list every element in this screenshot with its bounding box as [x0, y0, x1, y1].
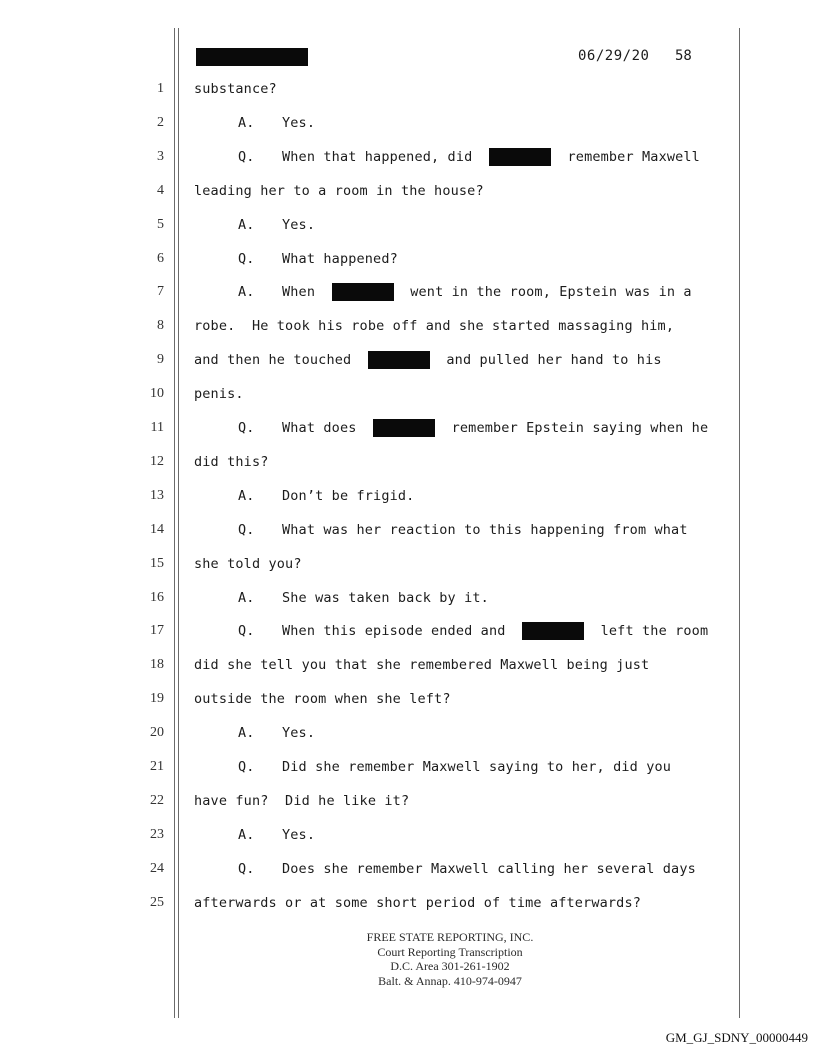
- line-number: 11: [150, 420, 164, 435]
- transcript-line: [0, 250, 816, 284]
- text-segment: substance?: [194, 81, 277, 97]
- line-text: [238, 521, 688, 539]
- text-segment: When that happened, did: [282, 148, 473, 165]
- text-segment: penis.: [194, 386, 244, 403]
- line-text: [238, 826, 315, 844]
- speaker-label: Q.: [238, 250, 255, 267]
- line-text: [194, 690, 451, 708]
- text-segment: outside the room when she left?: [194, 691, 451, 708]
- line-number: 13: [150, 487, 164, 503]
- line-number: 3: [157, 148, 164, 164]
- footer-company: FREE STATE REPORTING, INC.: [366, 930, 534, 944]
- transcript-line: [0, 826, 816, 860]
- speaker-label: Q.: [238, 759, 255, 775]
- speaker-label: A.: [238, 284, 255, 301]
- transcript-line: [0, 589, 816, 623]
- transcript-line: [0, 690, 816, 724]
- speaker-label: Q.: [238, 420, 255, 436]
- line-text: [238, 860, 696, 878]
- transcript-line: [0, 758, 816, 792]
- transcript-line: [0, 860, 816, 894]
- transcript-line: [0, 419, 816, 453]
- text-segment: did this?: [194, 453, 269, 470]
- text-segment: Yes.: [282, 114, 316, 131]
- line-number: 18: [150, 657, 164, 673]
- transcript-line: [0, 724, 816, 758]
- line-text: [238, 250, 398, 268]
- text-segment: and pulled her hand to his: [446, 352, 662, 369]
- line-number: 16: [150, 589, 164, 605]
- text-segment: When this episode ended and: [282, 623, 506, 640]
- line-text: [194, 453, 269, 471]
- transcript-line: [0, 182, 816, 216]
- redaction-box: [373, 419, 435, 437]
- bates-number: GM_GJ_SDNY_00000449: [665, 1030, 808, 1045]
- text-segment: Does she remember Maxwell calling her several days: [282, 860, 696, 877]
- line-number: 1: [157, 81, 164, 96]
- redaction-box: [332, 283, 394, 301]
- line-text: [194, 792, 409, 810]
- line-text: [238, 758, 671, 776]
- text-segment: What happened?: [282, 250, 398, 267]
- line-number: 22: [150, 792, 164, 808]
- transcript-line: [0, 385, 816, 419]
- text-segment: went in the room, Epstein was in a: [410, 284, 692, 301]
- transcript-line: [0, 216, 816, 250]
- text-segment: Yes.: [282, 826, 316, 843]
- text-segment: leading her to a room in the house?: [194, 182, 484, 199]
- redaction-box: [368, 351, 430, 369]
- text-segment: have fun? Did he like it?: [194, 792, 410, 809]
- transcript-line: [0, 894, 816, 928]
- footer-phone-dc: D.C. Area 301-261-1902: [390, 959, 510, 973]
- transcript-line: [0, 351, 816, 385]
- redaction-box: [196, 48, 308, 66]
- line-number: 8: [157, 318, 164, 334]
- footer-service: Court Reporting Transcription: [377, 944, 523, 959]
- text-segment: left the room: [600, 623, 709, 640]
- line-text: [194, 894, 641, 912]
- speaker-label: A.: [238, 487, 255, 504]
- text-segment: remember Epstein saying when he: [451, 420, 709, 436]
- speaker-label: Q.: [238, 521, 255, 538]
- line-text: [194, 656, 649, 674]
- line-text: [194, 351, 662, 369]
- text-segment: and then he touched: [194, 352, 352, 369]
- line-number: 25: [150, 894, 164, 910]
- redaction-box: [489, 148, 551, 166]
- text-segment: Yes.: [282, 216, 316, 233]
- line-text: [194, 80, 277, 98]
- text-segment: When: [282, 284, 316, 301]
- transcript-line: [0, 114, 816, 148]
- text-segment: Yes.: [282, 725, 316, 742]
- line-number: 23: [150, 826, 164, 842]
- speaker-label: A.: [238, 725, 255, 742]
- speaker-label: A.: [238, 216, 255, 233]
- line-text: [238, 148, 700, 166]
- line-number: 14: [150, 521, 164, 537]
- text-segment: She was taken back by it.: [282, 589, 489, 606]
- speaker-label: A.: [238, 826, 255, 843]
- line-number: 21: [150, 759, 164, 774]
- text-segment: afterwards or at some short period of time afterwards?: [194, 894, 641, 911]
- speaker-label: Q.: [238, 623, 255, 640]
- transcript-line: [0, 317, 816, 351]
- speaker-label: Q.: [238, 860, 255, 877]
- transcript-line: [0, 487, 816, 521]
- transcript-line: [0, 656, 816, 690]
- text-segment: robe. He took his robe off and she started massaging him,: [194, 318, 675, 335]
- line-text: [194, 182, 484, 200]
- line-number: 24: [150, 860, 164, 876]
- transcript-line: [0, 453, 816, 487]
- speaker-label: Q.: [238, 148, 255, 165]
- transcript-line: [0, 521, 816, 555]
- text-segment: Don’t be frigid.: [282, 487, 415, 504]
- transcript-line: [0, 80, 816, 114]
- speaker-label: A.: [238, 114, 255, 131]
- line-number: 7: [157, 284, 164, 300]
- line-number: 12: [150, 453, 164, 469]
- text-segment: did she tell you that she remembered Maxwell being just: [194, 657, 650, 674]
- line-text: [238, 216, 315, 234]
- line-number: 4: [157, 182, 164, 198]
- line-number: 17: [150, 623, 164, 639]
- line-text: [238, 724, 315, 742]
- line-number: 2: [157, 114, 164, 130]
- line-number: 10: [150, 386, 164, 402]
- line-text: [238, 419, 708, 437]
- speaker-label: A.: [238, 589, 255, 606]
- line-number: 19: [150, 691, 164, 707]
- line-text: [238, 622, 708, 640]
- transcript-line: [0, 555, 816, 589]
- line-text: [194, 317, 674, 335]
- line-text: [194, 385, 244, 403]
- text-segment: What does: [282, 420, 357, 436]
- line-number: 20: [150, 725, 164, 741]
- transcript-line: [0, 622, 816, 656]
- header-date: 06/29/20: [578, 48, 650, 64]
- transcript-line: [0, 792, 816, 826]
- page-header: [196, 48, 716, 70]
- transcript-line: [0, 148, 816, 182]
- text-segment: Did she remember Maxwell saying to her, did you: [282, 759, 672, 775]
- line-text: [238, 114, 315, 132]
- line-number: 5: [157, 216, 164, 232]
- line-number: 9: [157, 352, 164, 368]
- redaction-box: [522, 622, 584, 640]
- line-text: [194, 555, 302, 573]
- transcript-line: [0, 283, 816, 317]
- footer-phone-balt: Balt. & Annap. 410-974-0947: [378, 973, 522, 988]
- line-number: 15: [150, 555, 164, 571]
- page-number: 58: [675, 48, 692, 64]
- line-text: [238, 283, 692, 301]
- line-text: [238, 487, 414, 505]
- text-segment: remember Maxwell: [567, 148, 700, 165]
- text-segment: What was her reaction to this happening from what: [282, 521, 688, 538]
- line-number: 6: [157, 250, 164, 266]
- reporter-footer: [300, 930, 600, 988]
- line-text: [238, 589, 489, 607]
- text-segment: she told you?: [194, 555, 302, 572]
